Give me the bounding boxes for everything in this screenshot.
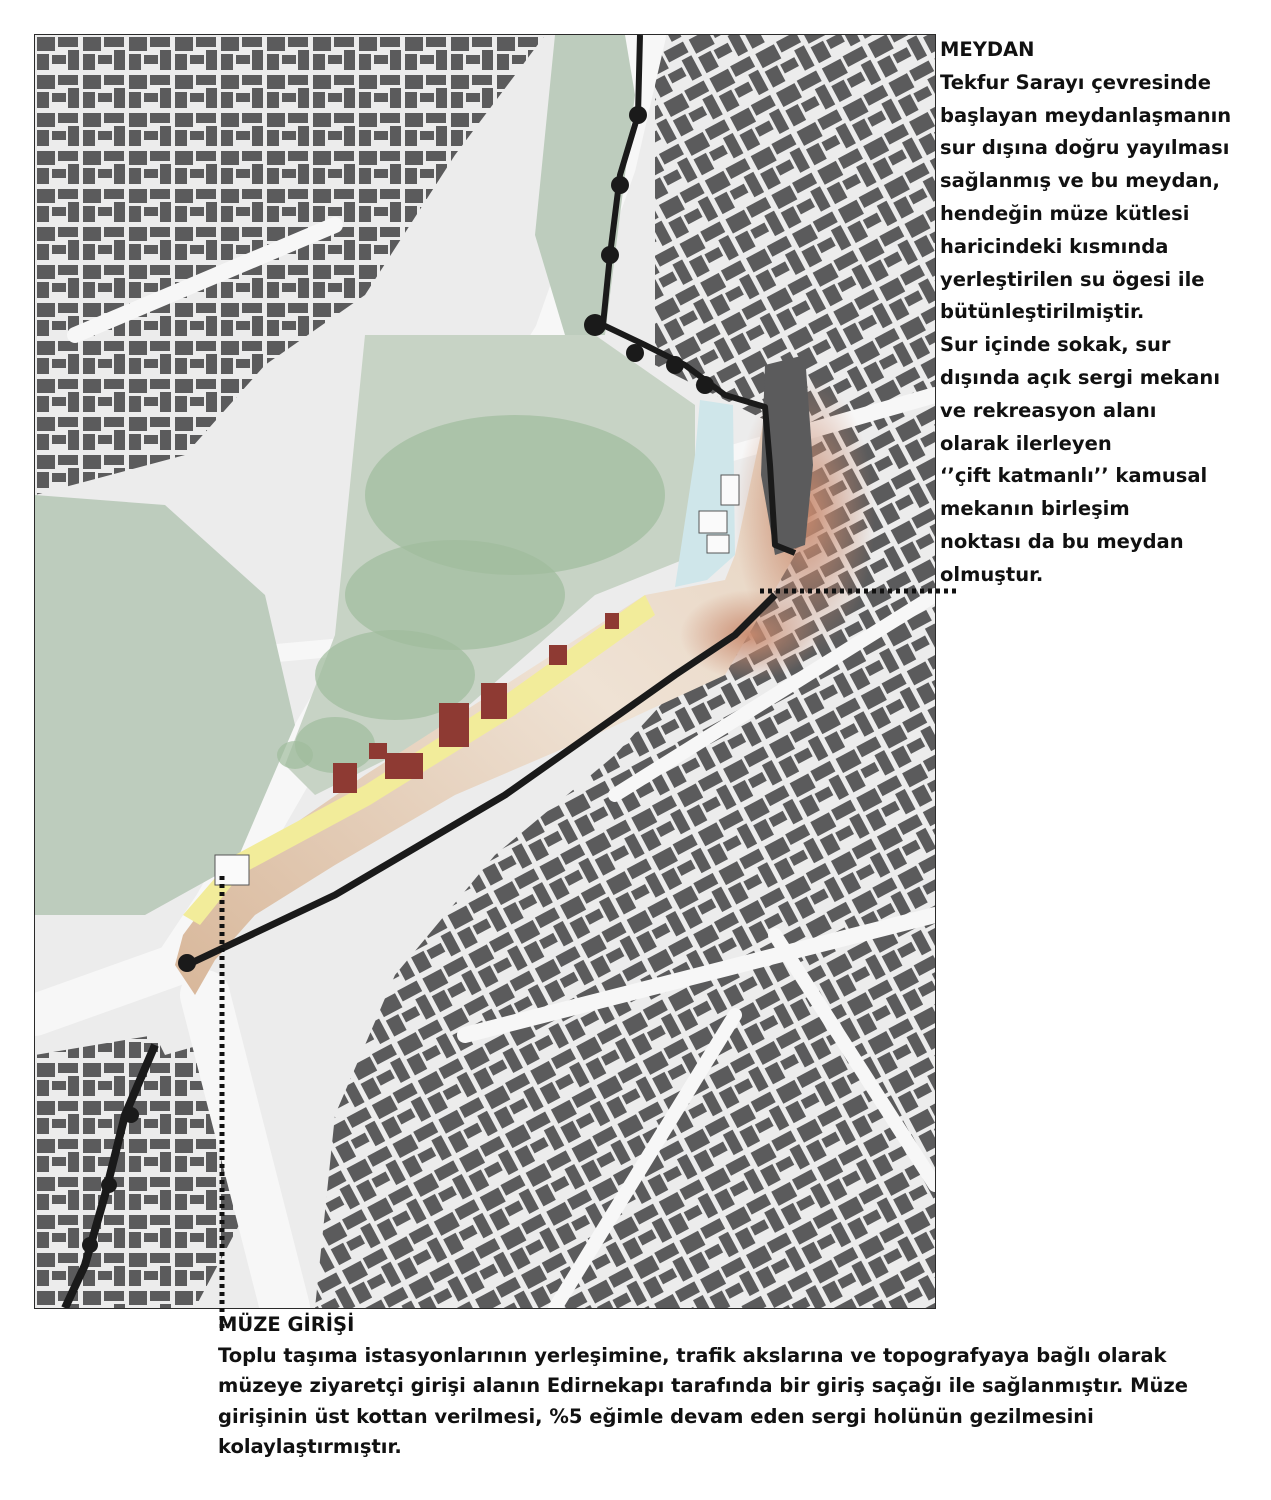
site-plan-map	[34, 34, 936, 1309]
meydan-title: MEYDAN	[940, 38, 1035, 61]
muze-girisi-body: Toplu taşıma istasyonlarının yerleşimine, trafik akslarına ve topografyaya bağlı olarak müzeye ziyaretçi girişi alanın Edirnekapı tarafında bir giriş saçağı ile sağlanmıştır. Müze girişinin üst kottan verilmesi, %5 eğimle devam eden sergi holünün gezilmesini kolaylaştırmıştır.	[218, 1343, 1188, 1458]
muze-girisi-note	[218, 1310, 1228, 1463]
map-canvas	[35, 35, 935, 1308]
muze-girisi-title: MÜZE GİRİŞİ	[218, 1313, 355, 1336]
meydan-body: Tekfur Sarayı çevresinde başlayan meydanlaşmanın sur dışına doğru yayılması sağlanmış ve bu meydan, hendeğin müze kütlesi haricindeki kısmında yerleştirilen su ögesi ile bütünleştirilmiştir. Sur içinde sokak, sur dışında açık sergi mekanı ve rekreasyon alanı olarak ilerleyen ‘’çift katmanlı’’ kamusal mekanın birleşim noktası da bu meydan olmuştur.	[940, 70, 1232, 586]
meydan-note	[940, 34, 1265, 592]
